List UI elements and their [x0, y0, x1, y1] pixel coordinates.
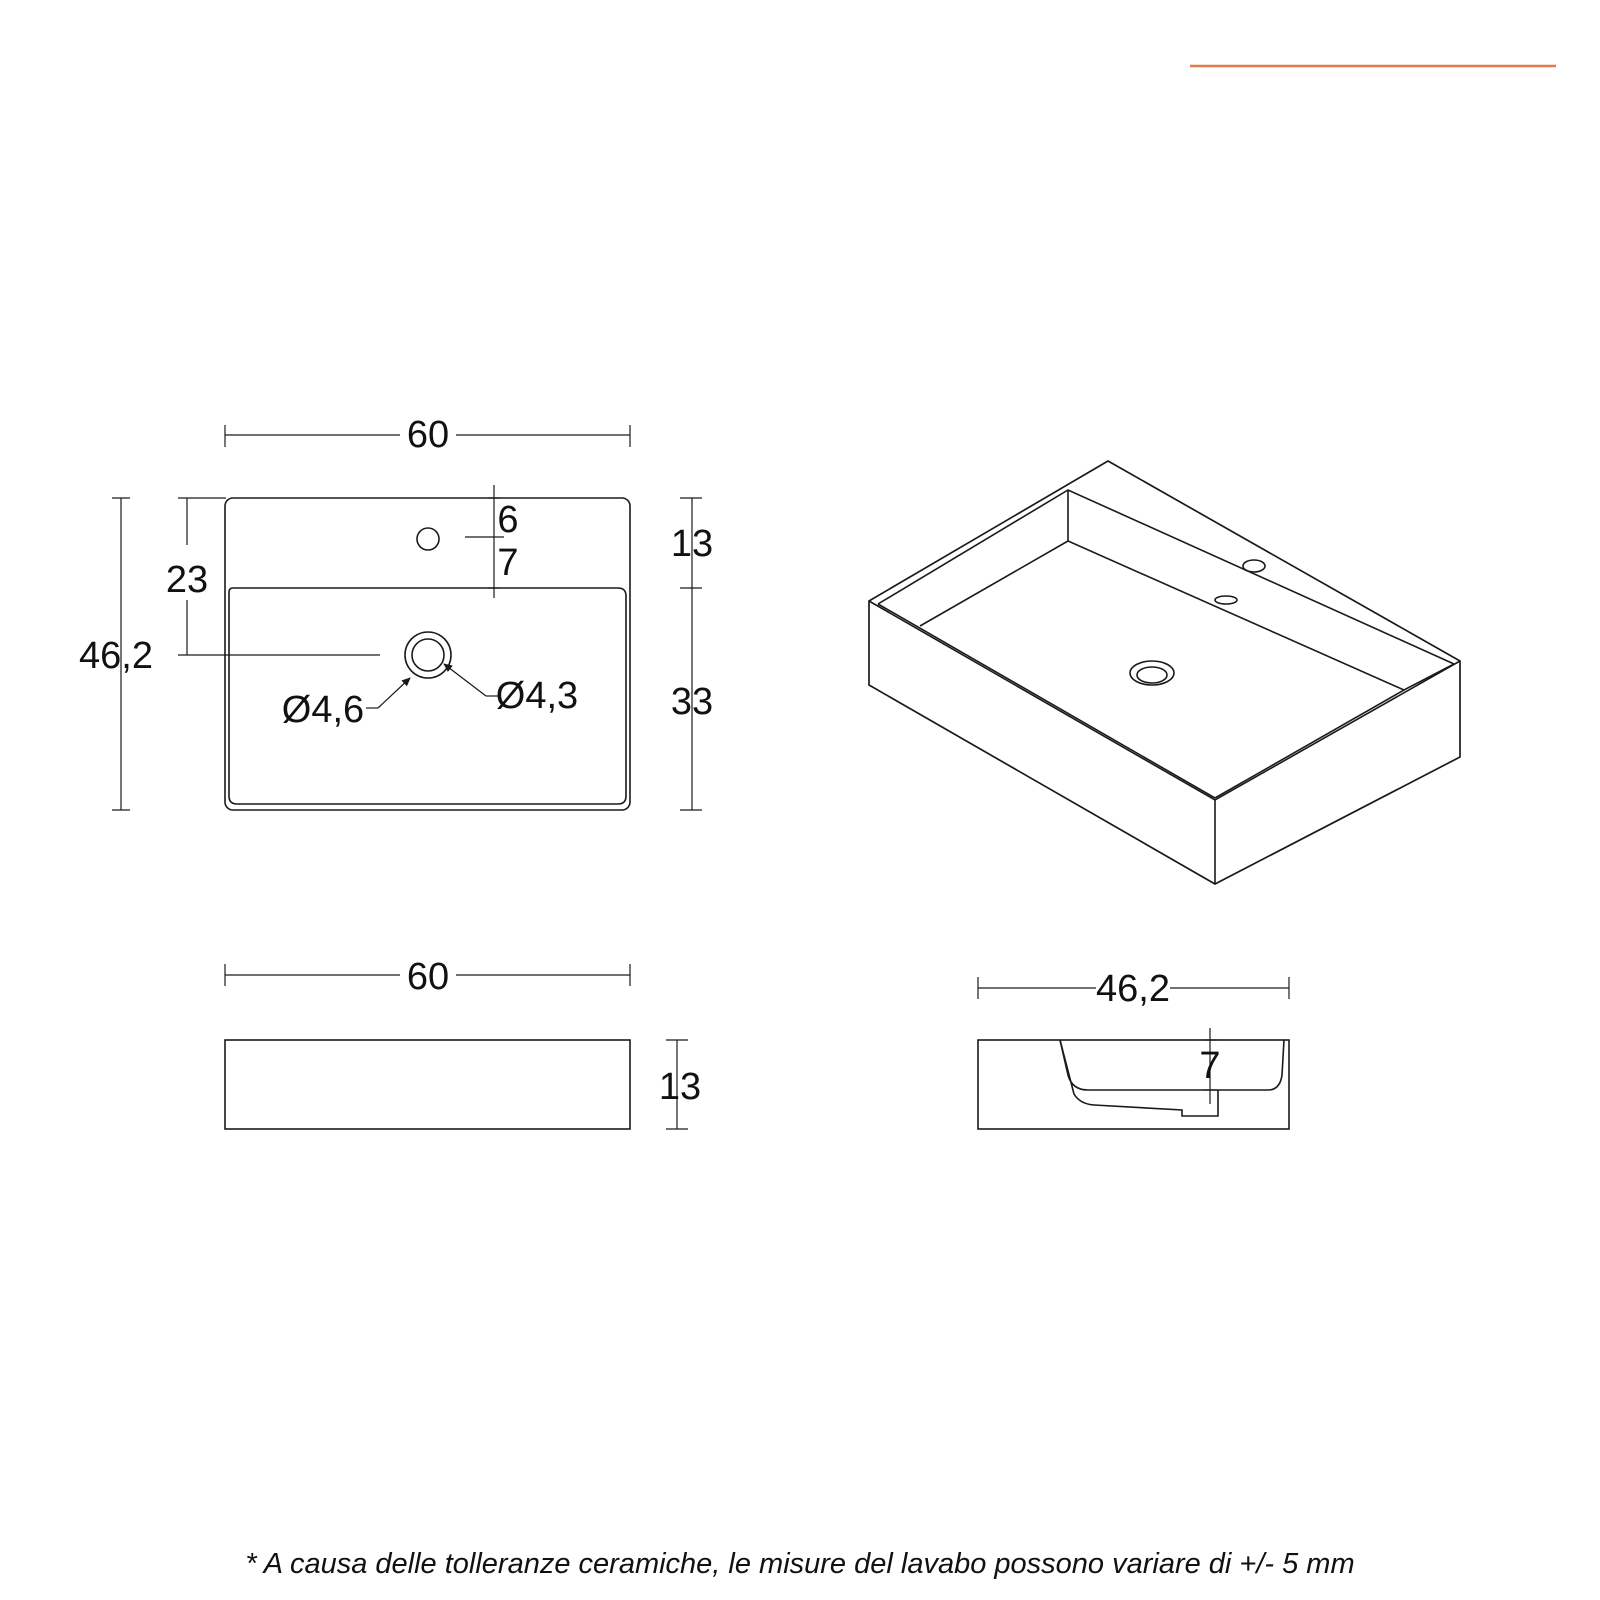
tap-hole-offset-label: 23 [165, 559, 209, 601]
tolerance-footnote: * A causa delle tolleranze ceramiche, le misure del lavabo possono variare di +/- 5 mm [245, 1548, 1355, 1580]
deck-depth-label: 13 [670, 523, 714, 565]
side-width-label: 46,2 [1096, 968, 1170, 1010]
front-view [225, 956, 701, 1129]
basin-depth-label: 33 [670, 681, 714, 723]
isometric-view [869, 461, 1460, 884]
top-depth-label: 46,2 [79, 635, 153, 677]
tap-hole-distance-label: 7 [497, 542, 519, 584]
side-view [978, 968, 1289, 1129]
top-view [79, 414, 713, 810]
drain-outer-diameter-label: Ø4,6 [281, 689, 365, 731]
top-view-outline [225, 498, 630, 810]
front-view-outline [225, 1040, 630, 1129]
drain-inner-diameter-label: Ø4,3 [495, 675, 579, 717]
front-width-label: 60 [406, 956, 450, 998]
side-view-bowl [1060, 1040, 1284, 1090]
tap-hole-margin-label: 6 [497, 499, 519, 541]
side-view-outline [978, 1040, 1289, 1129]
drain-inner [412, 639, 444, 671]
side-bowl-depth-label: 7 [1199, 1045, 1221, 1087]
top-width-label: 60 [406, 414, 450, 456]
tap-hole [417, 528, 439, 550]
front-height-label: 13 [658, 1066, 702, 1108]
iso-outer-body [869, 461, 1460, 884]
